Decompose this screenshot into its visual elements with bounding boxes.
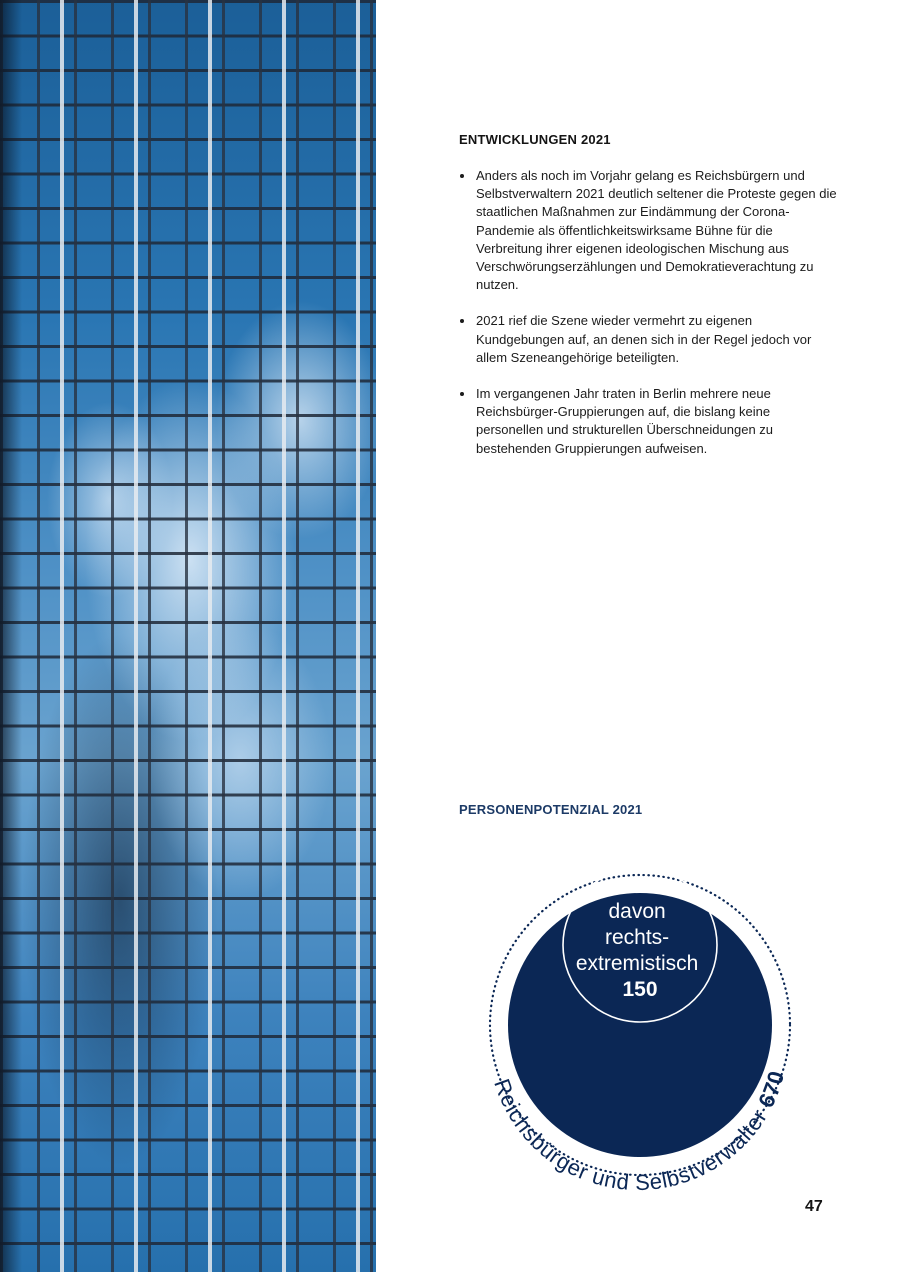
bullet-item-2: 2021 rief die Szene wieder vermehrt zu eigenen Kundgebungen auf, an denen sich in der Regel jedoch vor allem Szeneangehörige beteiligten. <box>459 312 839 367</box>
subset-label-line-1: davon <box>608 900 666 923</box>
total-label-text: Reichsbürger und Selbstverwalter <box>489 1075 773 1195</box>
page-number: 47 <box>805 1198 823 1215</box>
subset-label-line-3: extremistisch <box>575 952 699 975</box>
person-potential-chart <box>440 835 840 1195</box>
total-value: 670 <box>753 1067 790 1112</box>
subset-value: 150 <box>622 978 658 1001</box>
potential-heading: PERSONENPOTENZIAL 2021 <box>459 802 643 817</box>
glass-facade-photo <box>0 0 376 1272</box>
developments-list <box>459 167 839 476</box>
developments-heading: ENTWICKLUNGEN 2021 <box>459 132 611 147</box>
bullet-item-3: Im vergangenen Jahr traten in Berlin mehrere neue Reichsbürger-Gruppierungen auf, die bislang keine personellen und strukturellen Überschneidungen zu bestehenden Gruppierungen aufweisen. <box>459 385 839 458</box>
subset-label-line-2: rechts- <box>604 926 670 949</box>
bullet-item-1: Anders als noch im Vorjahr gelang es Reichsbürgern und Selbstverwaltern 2021 deutlich seltener die Proteste gegen die staatlichen Maßnahmen zur Eindämmung der Corona-Pandemie als öffentlichkeitswirksame Bühne für die Verbreitung ihrer eigenen ideologischen Mischung aus Verschwörungserzählungen und Demokratieverachtung zu nutzen. <box>459 167 839 294</box>
